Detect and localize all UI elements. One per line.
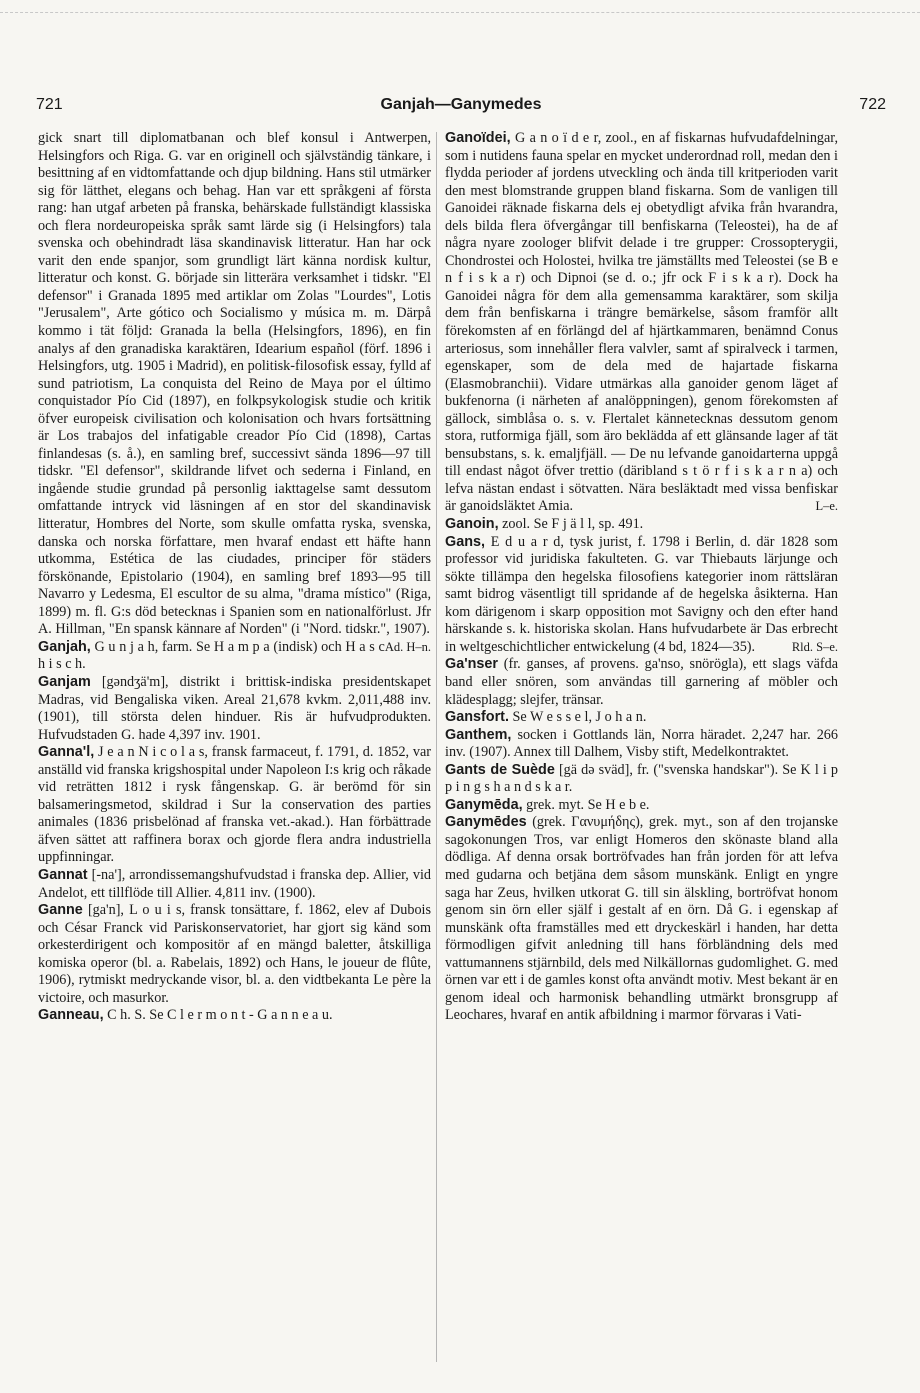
entry-headword: Ganthem,: [445, 726, 512, 743]
entry-headword: Ganoïdei,: [445, 130, 511, 146]
entry: [38, 867, 431, 902]
entry: [38, 744, 431, 867]
entry-text: (fr. ganses, af provens. ga'nso, snörögla), ett slags väfda band eller snören, som användas till garnering af möbler och klädesplagg; slejfer, tränsar.: [445, 656, 839, 708]
entry-headword: Ganjam: [38, 673, 91, 690]
entry-text: grek. myt. Se H e b e.: [526, 796, 650, 813]
scan-top-rule: [0, 12, 920, 13]
entry-text: G a n o ï d e r, zool., en af fiskarnas hufvudafdelningar, som i nutidens fauna spelar en mycket underordnad roll, medan den i flydda perioder af jordens utveckling och ända till kritperioden varit den mest blomstrande gruppen bland fiskarna. Som de vanligen till Ganoidei räknade fiskarna dels ej obetydligt afvika från hvarandra, dels bilda flera öfvergångar till benfiskarna (Teleostei), ha de af några nyare zoologer blifvit delade i tre grupper: Crossopterygii, Chondrostei och Holostei, hvilka tre jämställts med Teleostei (se B e n f i s k a r) och Dipnoi (se d. o.; jfr ock F i s k a r). Dock ha Ganoidei några för dem alla gemensamma karaktärer, som skilja dem från benfiskarna i trängre bemärkelse, såsom framför allt förekomsten af en förlängd del af hjärtkammaren, benämnd Conus arteriosus, som innehåller flera valvler, samt af spiralveck i tarmen, egenskaper, som de dela med de hajartade fiskarna (Elasmobranchii). Vidare utmärkas alla ganoider genom läget af bukfenorna (i närheten af analöppningen), genom förekomsten af gällock, simblåsa o. s. v. Flertalet kännetecknas dessutom genom stora, rutformiga fjäll, som äro beklädda af ett glänsande lager af tät bensubstans, s. k. emaljfjäll. — De nu lefvande ganoidarterna uppgå till endast något öfver trettio (däribland s t ö r f i s k a r n a) och lefva nästan endast i sötvatten. Nära besläktadt med vissa benfiskar är ganoidsläktet Amia.: [445, 130, 839, 515]
entry: [38, 639, 431, 674]
left-column: [38, 130, 431, 1025]
entry-text: G u n j a h, farm. Se H a m p a (indisk) och H a s c h i s c h.: [38, 638, 385, 673]
entry: [38, 674, 431, 744]
page-number-right: 722: [859, 96, 886, 113]
entry: [445, 797, 838, 815]
column-divider: [436, 132, 437, 1362]
entry-headword: Gans,: [445, 533, 485, 550]
entry-text: E d u a r d, tysk jurist, f. 1798 i Berlin, d. där 1828 som professor vid juridiska fakulteten. G. var Thiebauts lärjunge och sökte tillämpa den hegelska filosofiens kategorier inom rättsläran samt bidrog väsentligt till spridande af de hegelska åsikterna. Han kom därigenom i skarp opposition mot Savigny och den efter hand härskande s. k. historiska skolan. Hans hufvudarbete är Das erbrecht in weltgeschichtlicher entwickelung (4 bd, 1824—35).: [445, 533, 838, 655]
page-header: [36, 96, 886, 118]
entry-headword: Ganymēdes: [445, 814, 527, 831]
entry-headword: Ganne: [38, 902, 83, 919]
entry-headword: Ga'nser: [445, 656, 499, 673]
entry: [38, 902, 431, 1007]
entry-headword: Ganneau,: [38, 1007, 104, 1024]
entry-text: zool. Se F j ä l l, sp. 491.: [502, 516, 644, 533]
author-signature: L–e.: [815, 499, 838, 514]
entry: [445, 814, 838, 1025]
entry-text: J e a n N i c o l a s, fransk farmaceut, f. 1791, d. 1852, var anställd vid franska krigshospital under Napoleon I:s krig och råkade vid reträtten 1812 i rysk fångenskap. G. är berömd för sin balsameringsmetod, skildrad i Sur la conservation des parties animales (1836 prisbelönad af franska vet.-akad.). Han förbättrade äfven sättet att raffinera borax och gjorde flera andra industriella uppfinningar.: [38, 744, 432, 866]
entry-headword: Ganymēda,: [445, 796, 523, 813]
entry-headword: Ganjah,: [38, 638, 91, 655]
entry: [38, 1007, 431, 1025]
entry-headword: Ganna'l,: [38, 744, 95, 761]
entry: [445, 656, 838, 709]
entry-text: (grek. Γανυμήδης), grek. myt., son af den trojanske sagokonungen Tros, var enligt Homeros den skönaste bland alla dödliga. Af denna orsak bortröfvades han från jorden för att lefva med gudarna och betjäna dem såsom munskänk. Enligt en yngre saga har Zeus, hvilken utkorat G. till sin älskling, bortröfvat honom genom sin örn eller själf i gestalt af en örn. Då G. i egenskap af munskänk ofta framställes med ett dryckeskärl i handen, har detta förmodligen gifvit anledning till hans förbländning dels med vattumannens stjärnbild, dels med Nilkällornas gudomlighet. G. med örnen var ett i de gamles konst ofta användt motiv. Mest bekant är en genom ideal och harmonisk behandling utmärkt bronsgrupp af Leochares, hvaraf en antik afbildning i marmor förvaras i Vati-: [445, 814, 839, 1024]
entry-headword: Gansfort.: [445, 709, 509, 726]
entry-text: Se W e s s e l, J o h a n.: [512, 709, 647, 726]
entry-text: [ga'n], L o u i s, fransk tonsättare, f. 1862, elev af Dubois och César Franck vid Pariskonservatoriet, har gjort sig känd som orkesterdirigent och kompositör af en mängd baletter, åtskilliga komiska operor (bl. a. Rabelais, 1892) och Hans, le joueur de flûte, 1906), rytmiskt medryckande visor, bl. a. den vidtbekanta Le père la victoire, och masurkor.: [38, 902, 431, 1006]
entry: [445, 130, 838, 516]
entry-text: [gəndʒä'm], distrikt i brittisk-indiska presidentskapet Madras, vid Bengaliska viken. Areal 21,678 kvkm. 2,011,488 inv. (1901), till största delen hinduer. Ris är hufvudprodukten. Hufvudstaden G. hade 4,397 inv. 1901.: [38, 673, 431, 743]
entry-text: socken i Gottlands län, Norra häradet. 2,247 har. 266 inv. (1907). Annex till Dalhem, Visby stift, Medelkontraktet.: [445, 726, 838, 761]
entry-text: C h. S. Se C l e r m o n t - G a n n e a u.: [107, 1007, 333, 1024]
entry-headword: Ganoin,: [445, 516, 499, 533]
entry: [445, 762, 838, 797]
entry-headword: Gants de Suède: [445, 761, 555, 778]
entry-headword: Gannat: [38, 866, 88, 883]
entry: [445, 709, 838, 727]
running-title: Ganjah—Ganymedes: [380, 96, 542, 113]
author-signature: Rld. S–e.: [791, 639, 838, 654]
author-signature: Ad. H–n.: [384, 639, 431, 654]
right-column: [445, 130, 838, 1025]
entry-text: [gä də sväd], fr. ("svenska handskar"). Se K l i p p i n g s h a n d s k a r.: [445, 761, 838, 796]
page-number-left: 721: [36, 96, 63, 113]
entry: [445, 534, 838, 657]
entry: [445, 727, 838, 762]
entry: [445, 516, 838, 534]
entry-text: [-na'], arrondissemangshufvudstad i franska dep. Allier, vid Andelot, ett tillflöde till Allier. 4,811 inv. (1900).: [38, 866, 431, 901]
entry-text: gick snart till diplomatbanan och blef konsul i Antwerpen, Helsingfors och Riga. G. var en originell och självständig tänkare, i besittning af en vidtomfattande och djup bildning. Hans stil utmärker sig för lätthet, elegans och behag. Han var ett språkgeni af första rang: han utgaf arbeten på franska, behärskade fullständigt klassiska och flera nordeuropeiska språk samt lärde sig (i Helsingfors) tala svenska och obehindradt läsa skandinavisk litteratur. Han har ock varit den ende spanjor, som grundligt lärt känna nordisk kultur, litteratur och konst. G. började sin litterära verksamhet i tidskr. "El defensor" i Granada 1895 med artiklar om Zolas "Lourdes", Lotis "Jerusalem", Arte gótico och Socialismo y música m. m. Därpå kommo i tät följd: Granada la bella (Helsingfors, 1896), en fin analys af den granadiska karaktären, Idearium español (förf. 1896 i Helsingfors, utg. 1905 i Madrid), en politisk-filosofisk essay, fylld af sund patriotism, La conquista del Reino de Maya por el último conquistador Pío Cid (1897), en folkpsykologisk studie och kritik öfver europeisk civilisation och kolonisation och hvars fortsättning är Los trabajos del infatigable creador Pío Cid (1898), Cartas finlandesas (s. å.), en samling bref, successivt sända 1896—97 till tidskr. "El defensor", skildrande lifvet och sederna i Finland, en ingående studie grundad på personlig iakttagelse samt dessutom omfattande intryck vid läsningen af en stor del skandinavisk litteratur, Hombres del Norte, som skulle omfatta ryska, svenska, danska och norska författare, men hvaraf endast ett häfte hann utkomma, Estética de las ciudades, principer för städers förskönande, Epistolario (1904), en samling bref 1893—95 till Navarro y Ledesma, El escultor de su alma, "drama místico" (Riga, 1899) m. fl. G:s död betecknas i Spanien som en nationalförlust. Jfr A. Hillman, "En spansk kännare af Norden" (i "Nord. tidskr.", 1907).: [38, 130, 431, 638]
